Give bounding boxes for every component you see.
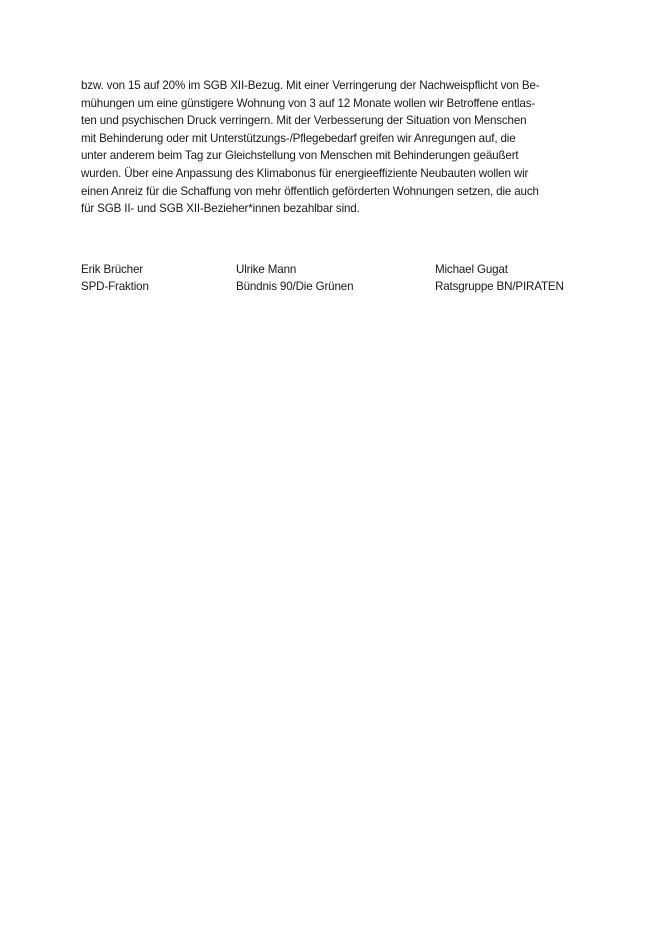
body-paragraph [81,77,601,218]
signatory [435,261,564,295]
signatory-name: Erik Brücher [81,263,143,276]
paragraph-line: ten und psychischen Druck verringern. Mit der Verbesserung der Situation von Menschen [81,114,527,128]
paragraph-line: wurden. Über eine Anpassung des Klimabonus für energieeffiziente Neubauten wollen wir [81,166,529,180]
paragraph-line: mühungen um eine günstigere Wohnung von 3 auf 12 Monate wollen wir Betroffene entlas- [81,96,536,110]
signatory-group: Bündnis 90/Die Grünen [236,280,354,293]
paragraph-line: einen Anreiz für die Schaffung von mehr öffentlich geförderten Wohnungen setzen, die auch [81,184,539,198]
signatory-group: Ratsgruppe BN/PIRATEN [435,280,564,293]
signatory [81,261,149,295]
signature-block [81,261,601,301]
signatory-group: SPD-Fraktion [81,280,149,293]
signatory-name: Michael Gugat [435,263,508,276]
paragraph-line: unter anderem beim Tag zur Gleichstellung von Menschen mit Behinderungen geäußert [81,149,519,163]
signatory-name: Ulrike Mann [236,263,297,276]
paragraph-line: mit Behinderung oder mit Unterstützungs-/Pflegebedarf greifen wir Anregungen auf, die [81,131,516,145]
paragraph-line: bzw. von 15 auf 20% im SGB XII-Bezug. Mit einer Verringerung der Nachweispflicht von Be- [81,79,540,92]
paragraph-line: für SGB II- und SGB XII-Bezieher*innen bezahlbar sind. [81,202,360,216]
signatory [236,261,353,295]
